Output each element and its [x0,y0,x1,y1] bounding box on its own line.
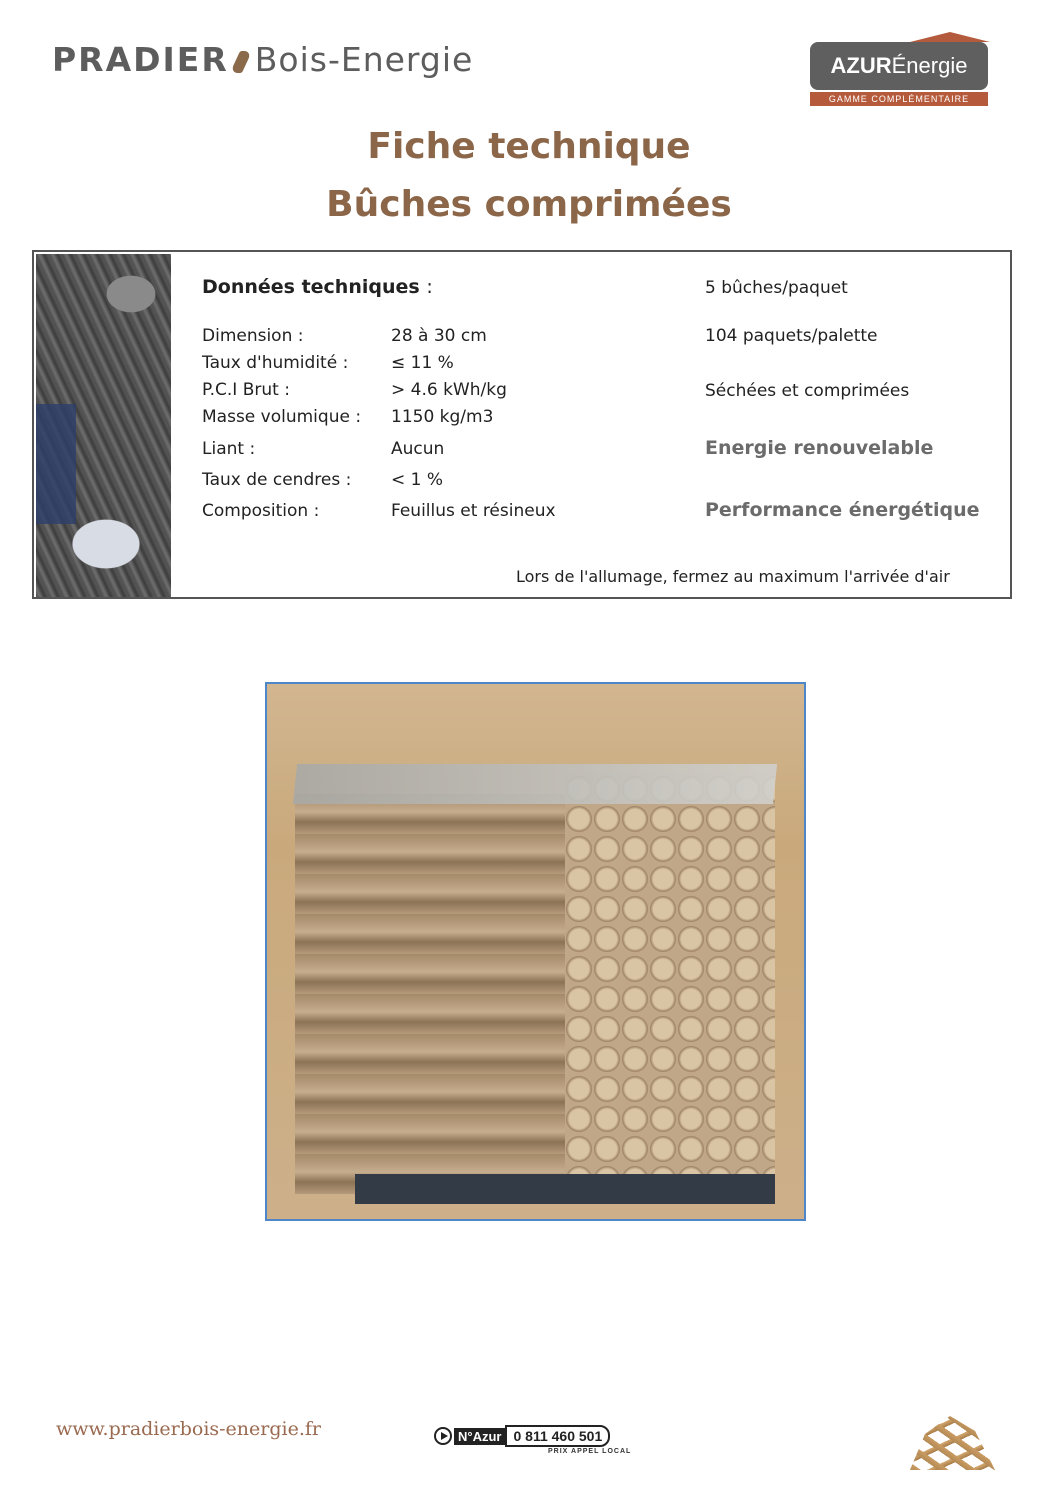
dried-info: Séchées et comprimées [705,381,910,401]
spec-value: Aucun [391,439,445,459]
pallet-stack-image [295,764,775,1194]
website-link[interactable]: www.pradierbois-energie.fr [56,1418,322,1440]
pradier-logo [52,40,473,79]
azur-rest: Énergie [891,53,968,78]
phone-tag: N°Azur [454,1428,505,1445]
spec-value: ≤ 11 % [391,353,454,373]
spec-value: > 4.6 kWh/kg [391,380,507,400]
play-icon [434,1427,452,1445]
tech-heading-colon: : [426,276,433,298]
pradier-brand: PRADIER [52,40,229,79]
product-thumbnail-image [36,254,171,597]
tech-heading-text: Données techniques [202,276,420,298]
tech-heading [202,276,433,298]
phone-badge[interactable] [434,1425,610,1447]
spec-label: Liant : [202,439,256,459]
azur-energie-logo [810,32,990,107]
roof-icon [910,32,990,42]
leaf-icon [230,51,252,73]
azur-band: GAMME COMPLÉMENTAIRE [810,92,988,106]
azur-bold: AZUR [830,53,892,78]
spec-value: 1150 kg/m3 [391,407,494,427]
spec-value: Feuillus et résineux [391,501,556,521]
wood-pellets-image [900,1410,1000,1470]
pradier-brand-sub: Bois-Energie [254,40,474,79]
renewable-label: Energie renouvelable [705,437,934,459]
pack-info: 5 bûches/paquet [705,278,848,298]
spec-label: Taux d'humidité : [202,353,349,373]
spec-value: 28 à 30 cm [391,326,487,346]
spec-label: Masse volumique : [202,407,362,427]
spec-label: Composition : [202,501,320,521]
spec-value: < 1 % [391,470,444,490]
phone-subtext: PRIX APPEL LOCAL [548,1448,632,1455]
performance-label: Performance énergétique [705,499,980,521]
pallet-photo [265,682,806,1221]
tech-data-box [32,250,1012,599]
spec-label: Dimension : [202,326,304,346]
azur-logo-box [810,42,988,90]
page-title: Fiche technique [367,126,691,167]
spec-label: Taux de cendres : [202,470,352,490]
spec-label: P.C.I Brut : [202,380,290,400]
lighting-note: Lors de l'allumage, fermez au maximum l'arrivée d'air [516,567,950,586]
phone-number: 0 811 460 501 [505,1425,610,1447]
pallet-info: 104 paquets/palette [705,326,878,346]
page-subtitle: Bûches comprimées [326,184,732,225]
